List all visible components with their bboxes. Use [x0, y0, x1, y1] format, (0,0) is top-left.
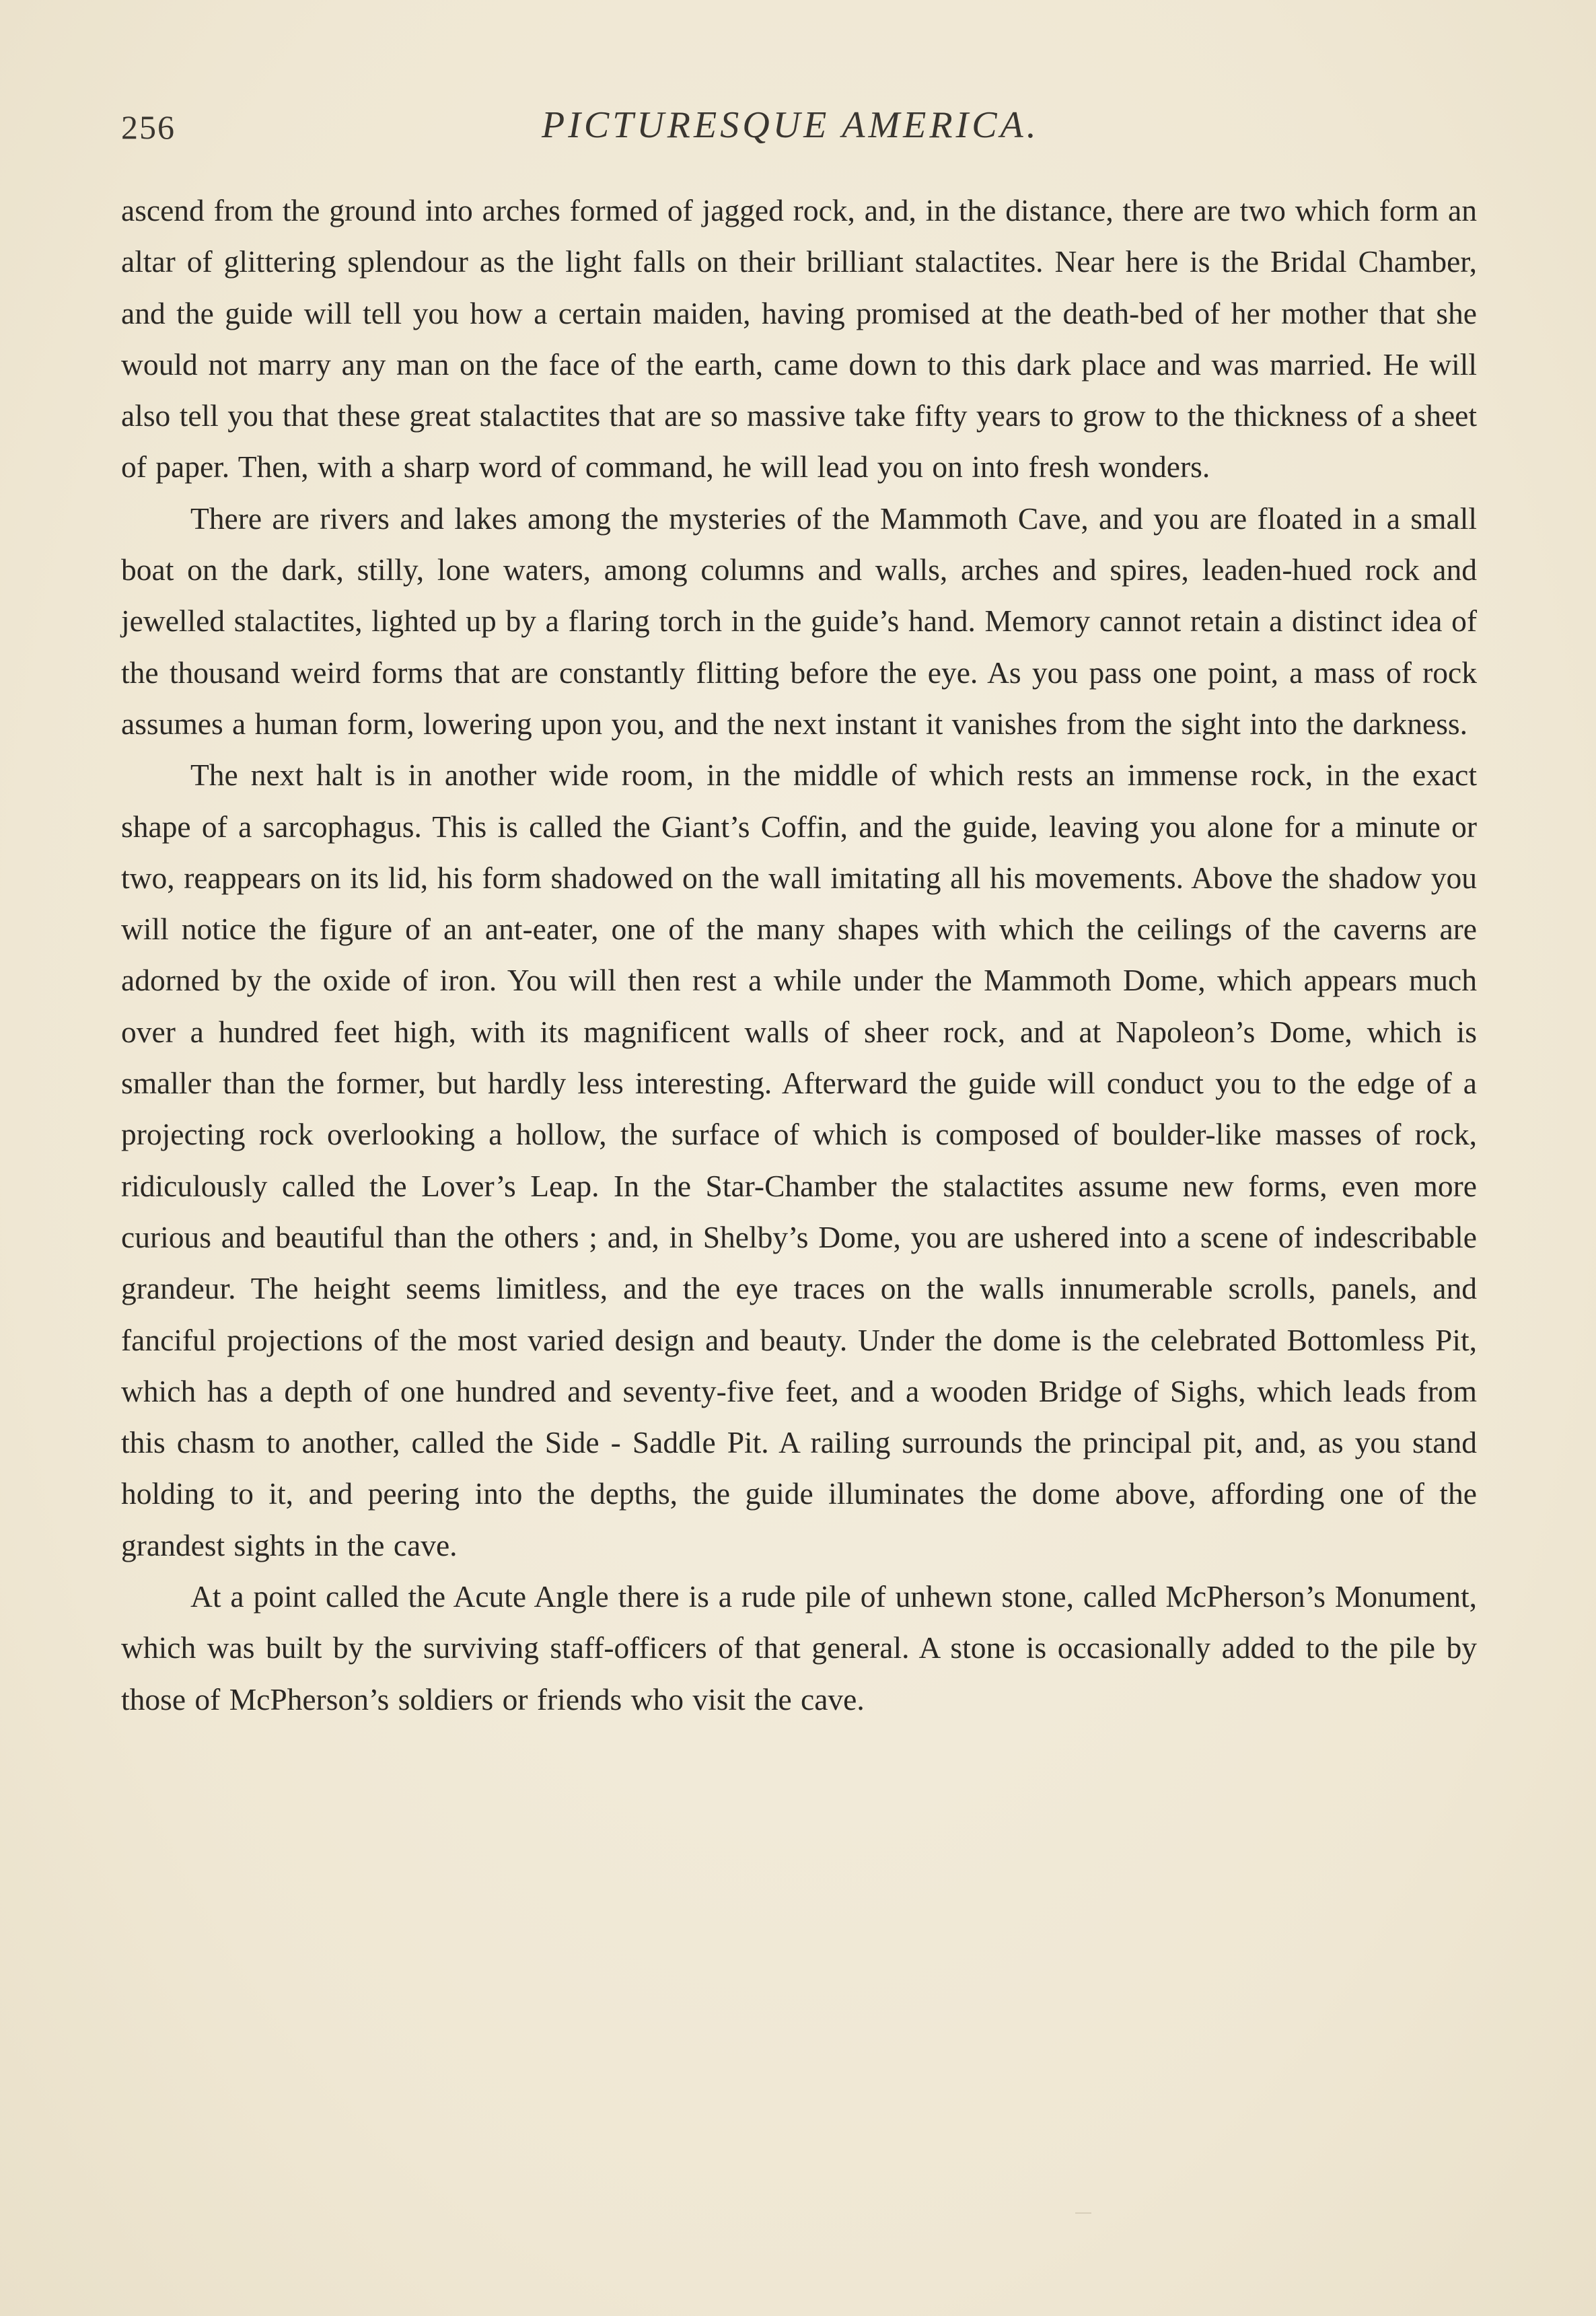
running-title: PICTURESQUE AMERICA. — [542, 104, 1040, 146]
paragraph-1: ascend from the ground into arches formed of jagged rock, and, in the distance, there are two which form an altar of glittering splendour as the light falls on their brilliant stalactites. Near here is the Bridal Chamber, and the guide will tell you how a certain maiden, having promised at the death-bed of her mother that she would not marry any man on the face of the earth, came down to this dark place and was married. He will also tell you that these great stalactites that are so massive take fifty years to grow to the thickness of a sheet of paper. Then, with a sharp word of command, he will lead you on into fresh wonders. — [121, 193, 1477, 484]
running-head — [121, 101, 1050, 161]
paragraph-2: There are rivers and lakes among the mysteries of the Mammoth Cave, and you are floated in a small boat on the dark, stilly, lone waters, among columns and walls, arches and spires, leaden-hued rock and jewelled stalactites, lighted up by a flaring torch in the guide’s hand. Memory cannot retain a distinct idea of the thousand weird forms that are constantly flitting before the eye. As you pass one point, a mass of rock assumes a human form, lowering upon you, and the next instant it vanishes from the sight into the darkness. — [121, 501, 1477, 741]
body-text — [121, 185, 1477, 1725]
paragraph-4: At a point called the Acute Angle there is a rude pile of unhewn stone, called McPherson’s Monument, which was built by the surviving staff-officers of that general. A stone is occasionally added to the pile by those of McPherson’s soldiers or friends who visit the cave. — [121, 1579, 1477, 1716]
page-number: 256 — [121, 108, 176, 146]
paper-mark — [1075, 2212, 1091, 2214]
paragraph-3: The next halt is in another wide room, in the middle of which rests an immense rock, in the exact shape of a sarcophagus. This is called the Giant’s Coffin, and the guide, leaving you alone for a minute or two, reappears on its lid, his form shadowed on the wall imitating all his movements. Above the shadow you will notice the figure of an ant-eater, one of the many shapes with which the ceilings of the caverns are adorned by the oxide of iron. You will then rest a while under the Mammoth Dome, which appears much over a hundred feet high, with its magnificent walls of sheer rock, and at Napoleon’s Dome, which is smaller than the former, but hardly less interesting. Afterward the guide will conduct you to the edge of a projecting rock overlooking a hollow, the surface of which is composed of boulder-like masses of rock, ridiculously called the Lover’s Leap. In the Star-Chamber the stalactites assume new forms, even more curious and beautiful than the others ; and, in Shelby’s Dome, you are ushered into a scene of indescribable grandeur. The height seems limitless, and the eye traces on the walls innumerable scrolls, panels, and fanciful projections of the most varied design and beauty. Under the dome is the celebrated Bottomless Pit, which has a depth of one hundred and seventy-five feet, and a wooden Bridge of Sighs, which leads from this chasm to another, called the Side - Saddle Pit. A railing surrounds the principal pit, and, as you stand holding to it, and peering into the depths, the guide illuminates the dome above, affording one of the grandest sights in the cave. — [121, 758, 1477, 1562]
